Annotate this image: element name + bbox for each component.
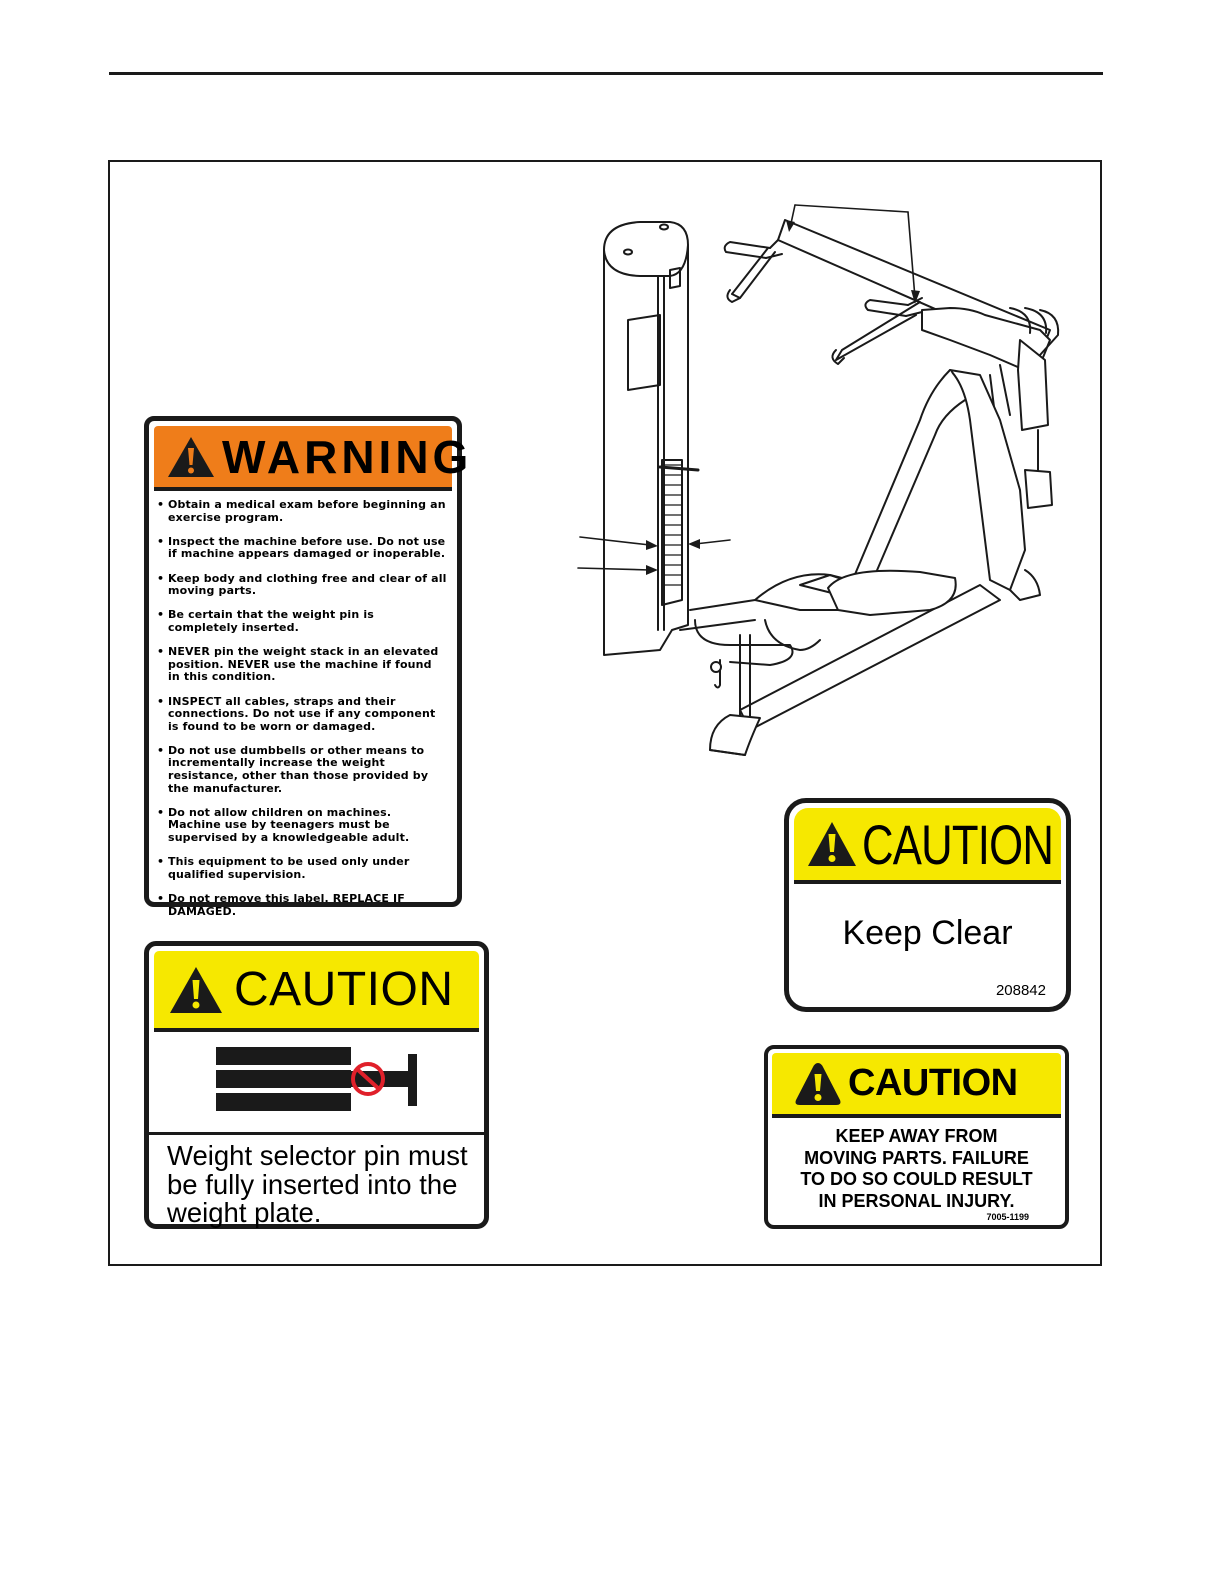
exclamation-triangle-icon: [166, 435, 216, 479]
warning-item: • Obtain a medical exam before beginning an exercise program.: [157, 499, 447, 524]
machine-frame: [710, 370, 1040, 755]
exclamation-triangle-icon: [806, 820, 858, 868]
label-code: 208842: [995, 982, 1046, 999]
caution-pin-label: [144, 941, 489, 1229]
caution-moving-text: [768, 1126, 1065, 1212]
caution-moving-heading: CAUTION: [848, 1062, 1018, 1104]
caution-keep-heading: CAUTION: [862, 812, 1054, 876]
warning-header: [154, 426, 473, 491]
caution-pin-text: Weight selector pin must be fully inserted into the weight plate.: [167, 1140, 468, 1228]
warning-item: • Do not use dumbbells or other means to incrementally increase the weight resistance, other than those provided by the manufacturer.: [157, 745, 447, 795]
caution-pin-header: [154, 951, 479, 1028]
caution-moving-line: TO DO SO COULD RESULT: [800, 1169, 1033, 1189]
warning-item: • This equipment to be used only under qualified supervision.: [157, 856, 447, 881]
warning-item: • Do not remove this label. REPLACE IF DAMAGED.: [157, 893, 447, 918]
caution-moving-line: KEEP AWAY FROM: [835, 1126, 998, 1146]
warning-item: • Be certain that the weight pin is completely inserted.: [157, 609, 447, 634]
warning-item: • Keep body and clothing free and clear of all moving parts.: [157, 573, 447, 598]
machine-illustration: [570, 190, 1080, 775]
caution-keep-clear-label: [784, 798, 1071, 1012]
caution-keep-header: [794, 808, 1061, 884]
caution-moving-header: [772, 1053, 1061, 1118]
caution-moving-line: IN PERSONAL INJURY.: [818, 1190, 1015, 1211]
warning-label: [144, 416, 473, 918]
warning-item: • Do not allow children on machines. Machine use by teenagers must be supervised by a knowledgeable adult.: [157, 807, 447, 845]
caution-keep-text: Keep Clear: [842, 914, 1013, 952]
caution-moving-parts-label: [764, 1045, 1069, 1229]
caution-moving-line: MOVING PARTS. FAILURE: [804, 1147, 1029, 1168]
warning-list: [149, 499, 457, 918]
warning-heading: WARNING: [222, 430, 473, 483]
warning-item: • Inspect the machine before use. Do not use if machine appears damaged or inoperable.: [157, 536, 447, 561]
weight-stack-pin-graphic: [149, 1032, 484, 1132]
warning-item: • INSPECT all cables, straps and their connections. Do not use if any component is found to be worn or damaged.: [157, 696, 447, 734]
weight-tower: [604, 222, 698, 655]
exclamation-triangle-icon: [794, 1060, 842, 1108]
warning-item: • NEVER pin the weight stack in an elevated position. NEVER use the machine if found in this condition.: [157, 646, 447, 684]
weight-pin-pictogram: [149, 1032, 484, 1132]
exclamation-triangle-icon: [168, 965, 224, 1015]
label-code: 7005-1199: [986, 1212, 1029, 1222]
header-rule: [109, 72, 1103, 75]
caution-pin-heading: CAUTION: [234, 963, 454, 1016]
